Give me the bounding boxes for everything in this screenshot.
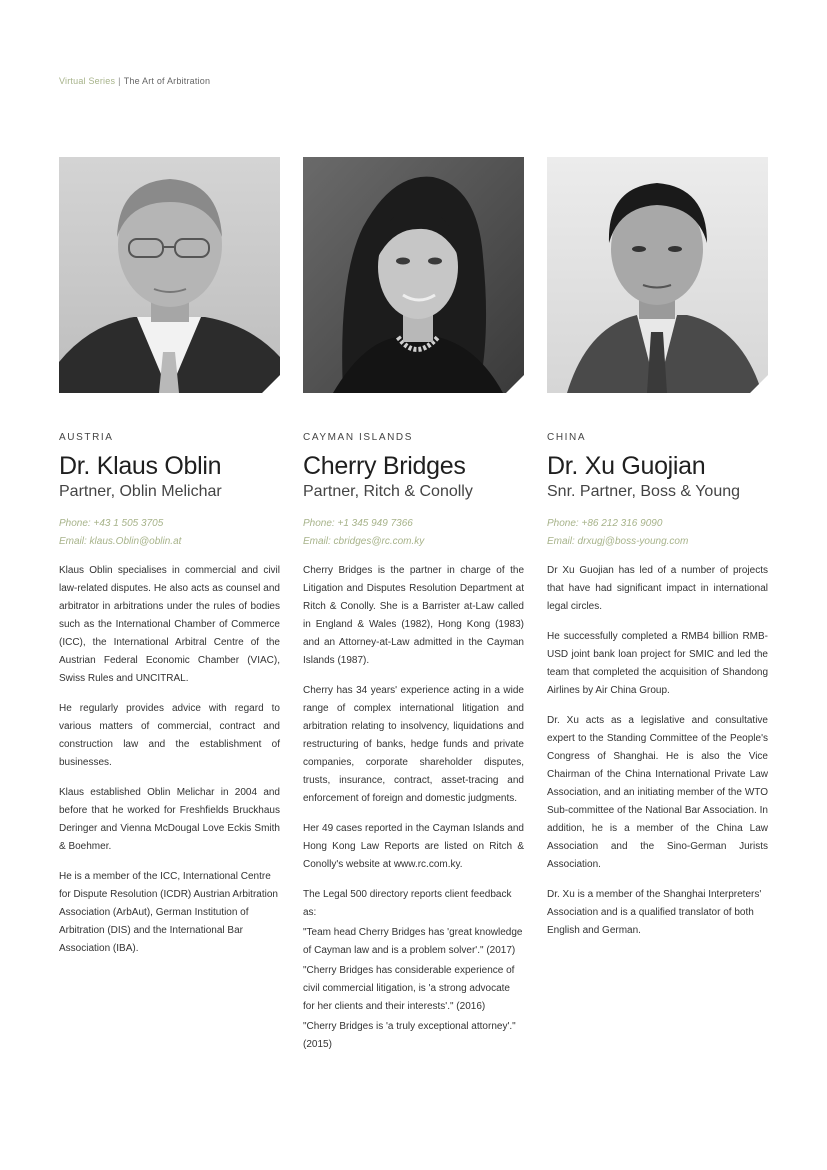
bio-paragraph: Cherry has 34 years' experience acting in a wide range of complex international litigation and arbitration relating to insolvency, liquidations and restructuring of banks, hedge funds and private companies, corporate shareholder disputes, trusts, insurance, contract, asset-tracing and enforcement of foreign and domestic judgments. xyxy=(303,685,524,804)
biography xyxy=(59,562,280,958)
bio-paragraph: Dr. Xu acts as a legislative and consultative expert to the Standing Committee of the People's Congress of Shanghai. He is also the Vice Chairman of the China International Private Law Association, and an initiating member of the WTO Sub-committee of the National Bar Association. In addition, he is a member of the China Law Association and the Sino-German Jurists Association. xyxy=(547,715,768,870)
bio-paragraph: He regularly provides advice with regard to various matters of commercial, contract and construction law and the establishment of businesses. xyxy=(59,703,280,768)
person-role: Partner, Ritch & Conolly xyxy=(303,483,473,500)
person-name: Dr. Xu Guojian xyxy=(547,452,706,480)
country-label: CHINA xyxy=(547,432,587,443)
profile-klaus-oblin xyxy=(59,157,280,970)
biography xyxy=(547,562,768,940)
profile-cherry-bridges xyxy=(303,157,524,1056)
person-role: Partner, Oblin Melichar xyxy=(59,483,222,500)
profile-xu-guojian xyxy=(547,157,768,952)
bio-quote: "Cherry Bridges is 'a truly exceptional attorney'." (2015) xyxy=(303,1021,516,1050)
phone-text: Phone: +86 212 316 9090 xyxy=(547,518,663,529)
portrait-photo xyxy=(547,157,768,393)
series-label: Virtual Series xyxy=(59,76,116,86)
biography xyxy=(303,562,524,1054)
phone-text: Phone: +43 1 505 3705 xyxy=(59,518,164,529)
email-link[interactable]: Email: drxugj@boss-young.com xyxy=(547,536,689,547)
portrait-photo xyxy=(303,157,524,393)
email-link[interactable]: Email: klaus.Oblin@oblin.at xyxy=(59,536,182,547)
bio-paragraph: He is a member of the ICC, International Centre for Dispute Resolution (ICDR) Austrian Arbitration Association (ArbAut), German Institution of Arbitration (DIS) and the International Bar Association (IBA). xyxy=(59,871,278,954)
contact-block xyxy=(303,515,524,551)
person-role: Snr. Partner, Boss & Young xyxy=(547,483,741,500)
contact-block xyxy=(547,515,768,551)
bio-paragraph: He successfully completed a RMB4 billion RMB-USD joint bank loan project for SMIC and led the team that completed the acquisition of Shandong Airlines by Air China Group. xyxy=(547,631,768,696)
page-header xyxy=(59,76,210,86)
country-label: AUSTRIA xyxy=(59,432,114,443)
person-name: Dr. Klaus Oblin xyxy=(59,452,222,480)
portrait-photo xyxy=(59,157,280,393)
bio-paragraph: Klaus Oblin specialises in commercial and civil law-related disputes. He also acts as counsel and arbitrator in arbitrations under the rules of bodies such as the International Chamber of Commerce (ICC), the International Arbitral Centre of the Austrian Federal Economic Chamber (VIAC), Swiss Rules and UNCITRAL. xyxy=(59,565,280,684)
bio-paragraph: The Legal 500 directory reports client feedback as: xyxy=(303,889,512,918)
email-link[interactable]: Email: cbridges@rc.com.ky xyxy=(303,536,425,547)
bio-quote: "Cherry Bridges has considerable experience of civil commercial litigation, is 'a strong advocate for her clients and their interests'." (2016) xyxy=(303,965,515,1012)
bio-paragraph: Dr Xu Guojian has led of a number of projects that have had significant impact in international legal circles. xyxy=(547,565,768,612)
series-title: The Art of Arbitration xyxy=(123,76,211,86)
bio-paragraph: Dr. Xu is a member of the Shanghai Interpreters' Association and is a qualified translator of both English and German. xyxy=(547,889,762,936)
country-label: CAYMAN ISLANDS xyxy=(303,432,414,443)
bio-paragraph: Her 49 cases reported in the Cayman Islands and Hong Kong Law Reports are listed on Ritch & Conolly's website at www.rc.com.ky. xyxy=(303,823,524,870)
phone-text: Phone: +1 345 949 7366 xyxy=(303,518,413,529)
bio-paragraph: Klaus established Oblin Melichar in 2004 and before that he worked for Freshfields Bruckhaus Deringer and Vienna McDougal Love Eckis Smith & Boehmer. xyxy=(59,787,280,852)
person-name: Cherry Bridges xyxy=(303,452,466,480)
bio-paragraph: Cherry Bridges is the partner in charge of the Litigation and Disputes Resolution Department at Ritch & Conolly. She is a Barrister at-Law called in England & Wales (1982), Hong Kong (1983) and an Attorney-at-Law admitted in the Cayman Islands (1987). xyxy=(303,565,524,666)
contact-block xyxy=(59,515,280,551)
bio-quote: "Team head Cherry Bridges has 'great knowledge of Cayman law and is a problem solver'." (2017) xyxy=(303,927,523,956)
header-separator: | xyxy=(118,76,121,86)
